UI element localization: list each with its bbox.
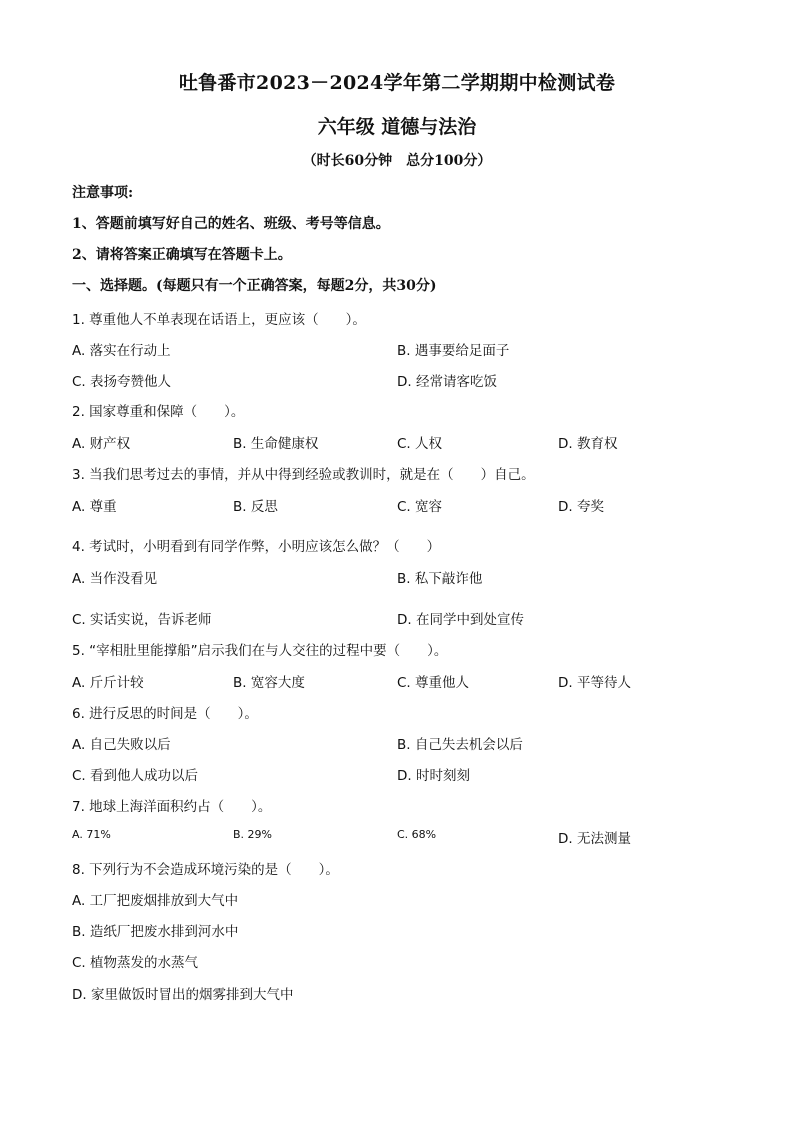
question-stem: 7. 地球上海洋面积约占（ ）。: [72, 799, 272, 815]
answer-option: C. 宽容: [397, 499, 443, 515]
question-stem: 1. 尊重他人不单表现在话语上，更应该（ ）。: [72, 312, 366, 328]
answer-option: B. 反思: [233, 499, 278, 515]
answer-option: A. 尊重: [72, 499, 117, 515]
question-stem: 6. 进行反思的时间是（ ）。: [72, 706, 258, 722]
answer-option: B. 宽容大度: [233, 675, 305, 691]
section-heading: 一、选择题。(每题只有一个正确答案，每题2分，共30分): [72, 278, 437, 294]
answer-option: C. 植物蒸发的水蒸气: [72, 955, 199, 971]
answer-option: D. 经常请客吃饭: [397, 374, 497, 390]
notice-item: 1、答题前填写好自己的姓名、班级、考号等信息。: [72, 216, 390, 232]
answer-option: D. 时时刻刻: [397, 768, 470, 784]
answer-option: A. 落实在行动上: [72, 343, 171, 359]
question-stem: 5. “宰相肚里能撑船”启示我们在与人交往的过程中要（ ）。: [72, 643, 448, 659]
question-stem: 3. 当我们思考过去的事情，并从中得到经验或教训时，就是在（ ）自己。: [72, 467, 535, 483]
answer-option: D. 在同学中到处宣传: [397, 612, 524, 628]
answer-option: D. 无法测量: [558, 831, 631, 847]
question-stem: 2. 国家尊重和保障（ ）。: [72, 404, 245, 420]
answer-option: B. 遇事要给足面子: [397, 343, 510, 359]
answer-option: A. 工厂把废烟排放到大气中: [72, 893, 239, 909]
answer-option: B. 自己失去机会以后: [397, 737, 523, 753]
answer-option: C. 68%: [397, 828, 437, 841]
answer-option: D. 平等待人: [558, 675, 631, 691]
notice-heading: 注意事项:: [72, 185, 134, 201]
answer-option: C. 看到他人成功以后: [72, 768, 199, 784]
notice-item: 2、请将答案正确填写在答题卡上。: [72, 247, 292, 263]
answer-option: A. 斤斤计较: [72, 675, 144, 691]
answer-option: D. 教育权: [558, 436, 618, 452]
answer-option: B. 生命健康权: [233, 436, 319, 452]
answer-option: C. 尊重他人: [397, 675, 470, 691]
exam-subtitle: 六年级 道德与法治: [317, 116, 477, 138]
answer-option: B. 造纸厂把废水排到河水中: [72, 924, 239, 940]
answer-option: B. 29%: [233, 828, 272, 841]
question-stem: 8. 下列行为不会造成环境污染的是（ ）。: [72, 862, 339, 878]
answer-option: D. 夸奖: [558, 499, 604, 515]
answer-option: A. 自己失败以后: [72, 737, 171, 753]
answer-option: C. 实话实说，告诉老师: [72, 612, 212, 628]
exam-title: 吐鲁番市2023－2024学年第二学期期中检测试卷: [178, 72, 616, 94]
answer-option: C. 人权: [397, 436, 443, 452]
answer-option: C. 表扬夸赞他人: [72, 374, 172, 390]
question-stem: 4. 考试时，小明看到有同学作弊，小明应该怎么做？（ ）: [72, 539, 441, 555]
answer-option: B. 私下敲诈他: [397, 571, 483, 587]
answer-option: D. 家里做饭时冒出的烟雾排到大气中: [72, 987, 294, 1003]
answer-option: A. 当作没看见: [72, 571, 158, 587]
exam-duration: （时长60分钟 总分100分）: [302, 153, 492, 169]
answer-option: A. 财产权: [72, 436, 131, 452]
answer-option: A. 71%: [72, 828, 111, 841]
